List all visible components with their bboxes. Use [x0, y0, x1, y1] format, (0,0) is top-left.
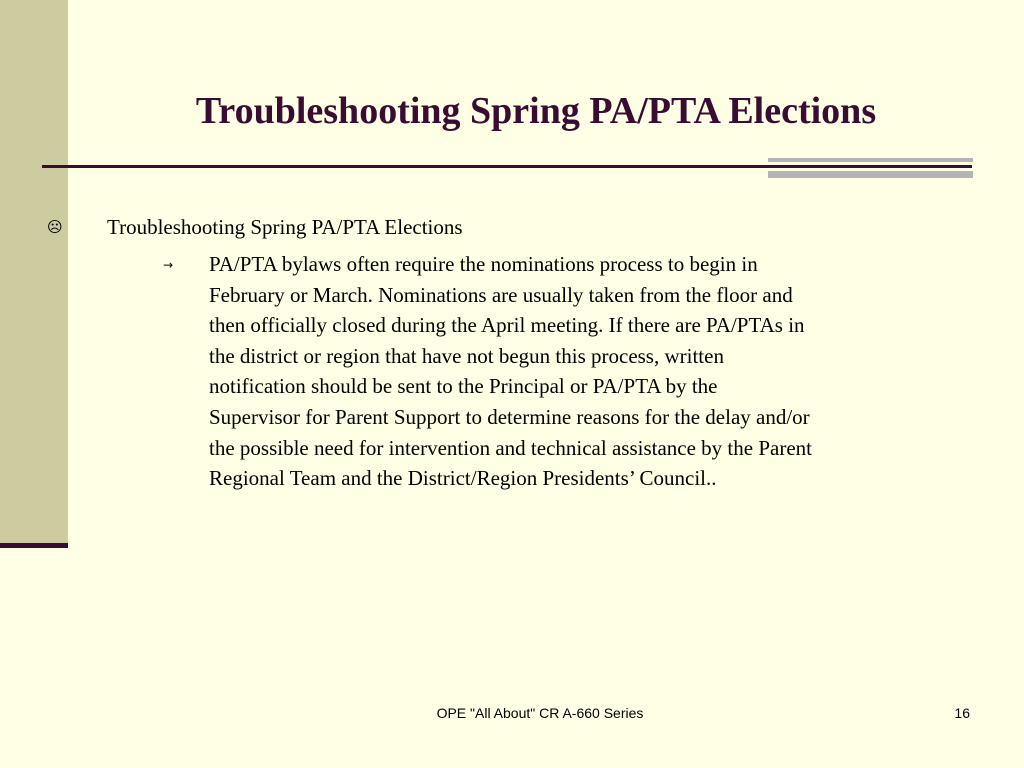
- slide-footer: OPE "All About" CR A-660 Series: [436, 705, 644, 721]
- sidebar-foot-line: [0, 543, 68, 548]
- arrow-right-icon: →: [163, 258, 174, 272]
- page-number: 16: [954, 705, 970, 721]
- divider-accent-top: [768, 158, 973, 162]
- title-divider: [42, 165, 972, 168]
- bullet-text-level1: Troubleshooting Spring PA/PTA Elections: [107, 215, 463, 239]
- slide-title: Troubleshooting Spring PA/PTA Elections: [195, 90, 877, 132]
- sidebar-decoration: [0, 0, 68, 545]
- divider-accent-bottom: [768, 171, 973, 178]
- sad-face-icon: ☹: [47, 218, 63, 236]
- bullet-text-level2: PA/PTA bylaws often require the nominations process to begin in February or March. Nominations are usually taken from the floor and then officially closed during the April meeting. If there are PA/PTAs in the district or region that have not begun this process, written notification should be sent to the Principal or PA/PTA by the Supervisor for Parent Support to determine reasons for the delay and/or the possible need for intervention and technical assistance by the Parent Regional Team and the District/Region Presidents’ Council..: [209, 252, 812, 491]
